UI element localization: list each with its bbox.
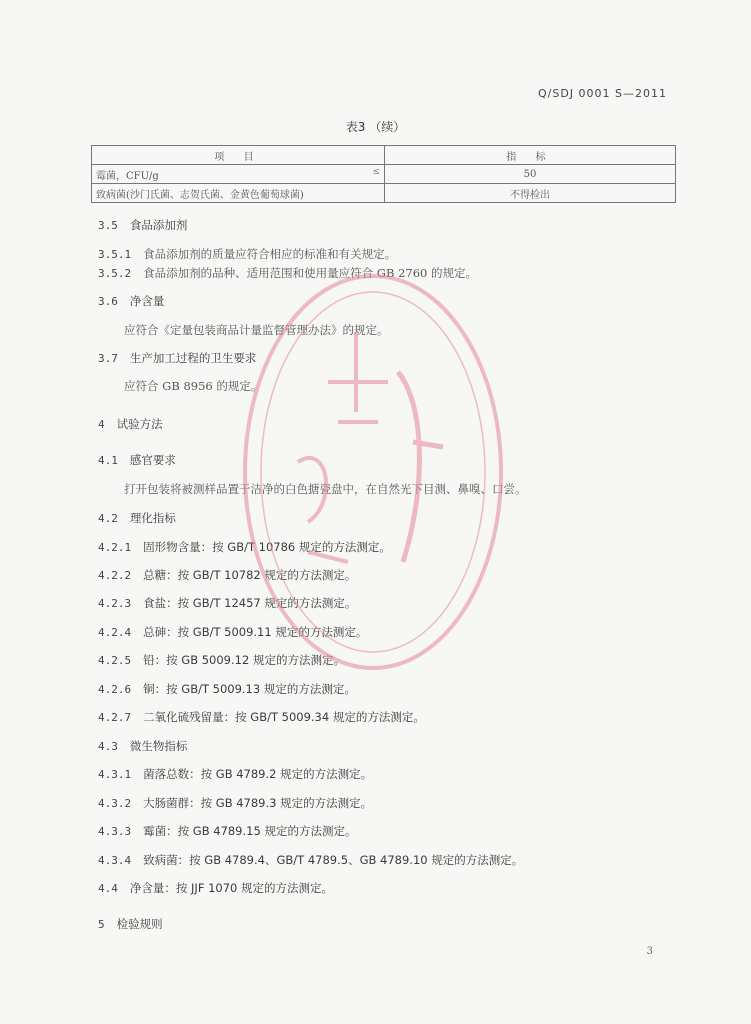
row-item-cell (92, 165, 385, 184)
page-number: 3 (646, 946, 653, 957)
section-line: 4 试验方法 (98, 417, 163, 431)
section-line: 5 检验规则 (98, 917, 163, 931)
stamp-glyph (328, 332, 388, 422)
standard-code: Q/SDJ 0001 S—2011 (537, 87, 667, 100)
spec-table (91, 145, 676, 203)
section-line: 3.7 生产加工过程的卫生要求 (98, 351, 257, 365)
section-line: 4.2.6 铜：按 GB/T 5009.13 规定的方法测定。 (98, 682, 356, 696)
section-line: 4.2.3 食盐：按 GB/T 12457 规定的方法测定。 (98, 596, 357, 610)
section-line: 4.2.7 二氧化硫残留量：按 GB/T 5009.34 规定的方法测定。 (98, 710, 425, 724)
table-row (92, 165, 676, 184)
section-line: 应符合 GB 8956 的规定。 (124, 379, 263, 393)
section-line: 应符合《定量包装商品计量监督管理办法》的规定。 (124, 323, 389, 337)
row-item: 霉菌，CFU/g (96, 170, 159, 182)
table-header-row (92, 146, 676, 165)
section-line: 4.3 微生物指标 (98, 739, 188, 753)
section-line: 4.2.1 固形物含量：按 GB/T 10786 规定的方法测定。 (98, 540, 391, 554)
section-line: 3.6 净含量 (98, 294, 165, 308)
table-row (92, 184, 676, 203)
section-line: 4.3.1 菌落总数：按 GB 4789.2 规定的方法测定。 (98, 767, 373, 781)
section-line: 3.5.2 食品添加剂的品种、适用范围和使用量应符合 GB 2760 的规定。 (98, 266, 477, 280)
row-unit-mark: ≤ (372, 166, 380, 177)
section-line: 4.2.4 总砷：按 GB/T 5009.11 规定的方法测定。 (98, 625, 368, 639)
section-line: 4.2.2 总糖：按 GB/T 10782 规定的方法测定。 (98, 568, 357, 582)
section-line: 4.2.5 铅：按 GB 5009.12 规定的方法测定。 (98, 653, 345, 667)
section-line: 3.5.1 食品添加剂的质量应符合相应的标准和有关规定。 (98, 247, 397, 261)
row-item: 致病菌(沙门氏菌、志贺氏菌、金黄色葡萄球菌) (96, 189, 304, 201)
row-item-cell (92, 184, 385, 203)
row-value: 50 (385, 165, 676, 184)
section-line: 4.4 净含量：按 JJF 1070 规定的方法测定。 (98, 881, 334, 895)
section-line: 4.3.4 致病菌：按 GB 4789.4、GB/T 4789.5、GB 4789.10 规定的方法测定。 (98, 853, 524, 867)
section-line: 4.2 理化指标 (98, 511, 176, 525)
row-value: 不得检出 (385, 184, 676, 203)
section-line: 打开包装将被测样品置于洁净的白色搪瓷盘中，在自然光下目测、鼻嗅、口尝。 (124, 482, 527, 496)
section-line: 4.3.2 大肠菌群：按 GB 4789.3 规定的方法测定。 (98, 796, 373, 810)
stamp-glyph (398, 372, 443, 562)
table-title: 表3 （续） (345, 120, 406, 134)
section-line: 3.5 食品添加剂 (98, 218, 188, 232)
section-line: 4.1 感官要求 (98, 453, 176, 467)
header-value: 指 标 (385, 146, 676, 165)
section-line: 4.3.3 霉菌：按 GB 4789.15 规定的方法测定。 (98, 824, 357, 838)
header-item: 项 目 (92, 146, 385, 165)
